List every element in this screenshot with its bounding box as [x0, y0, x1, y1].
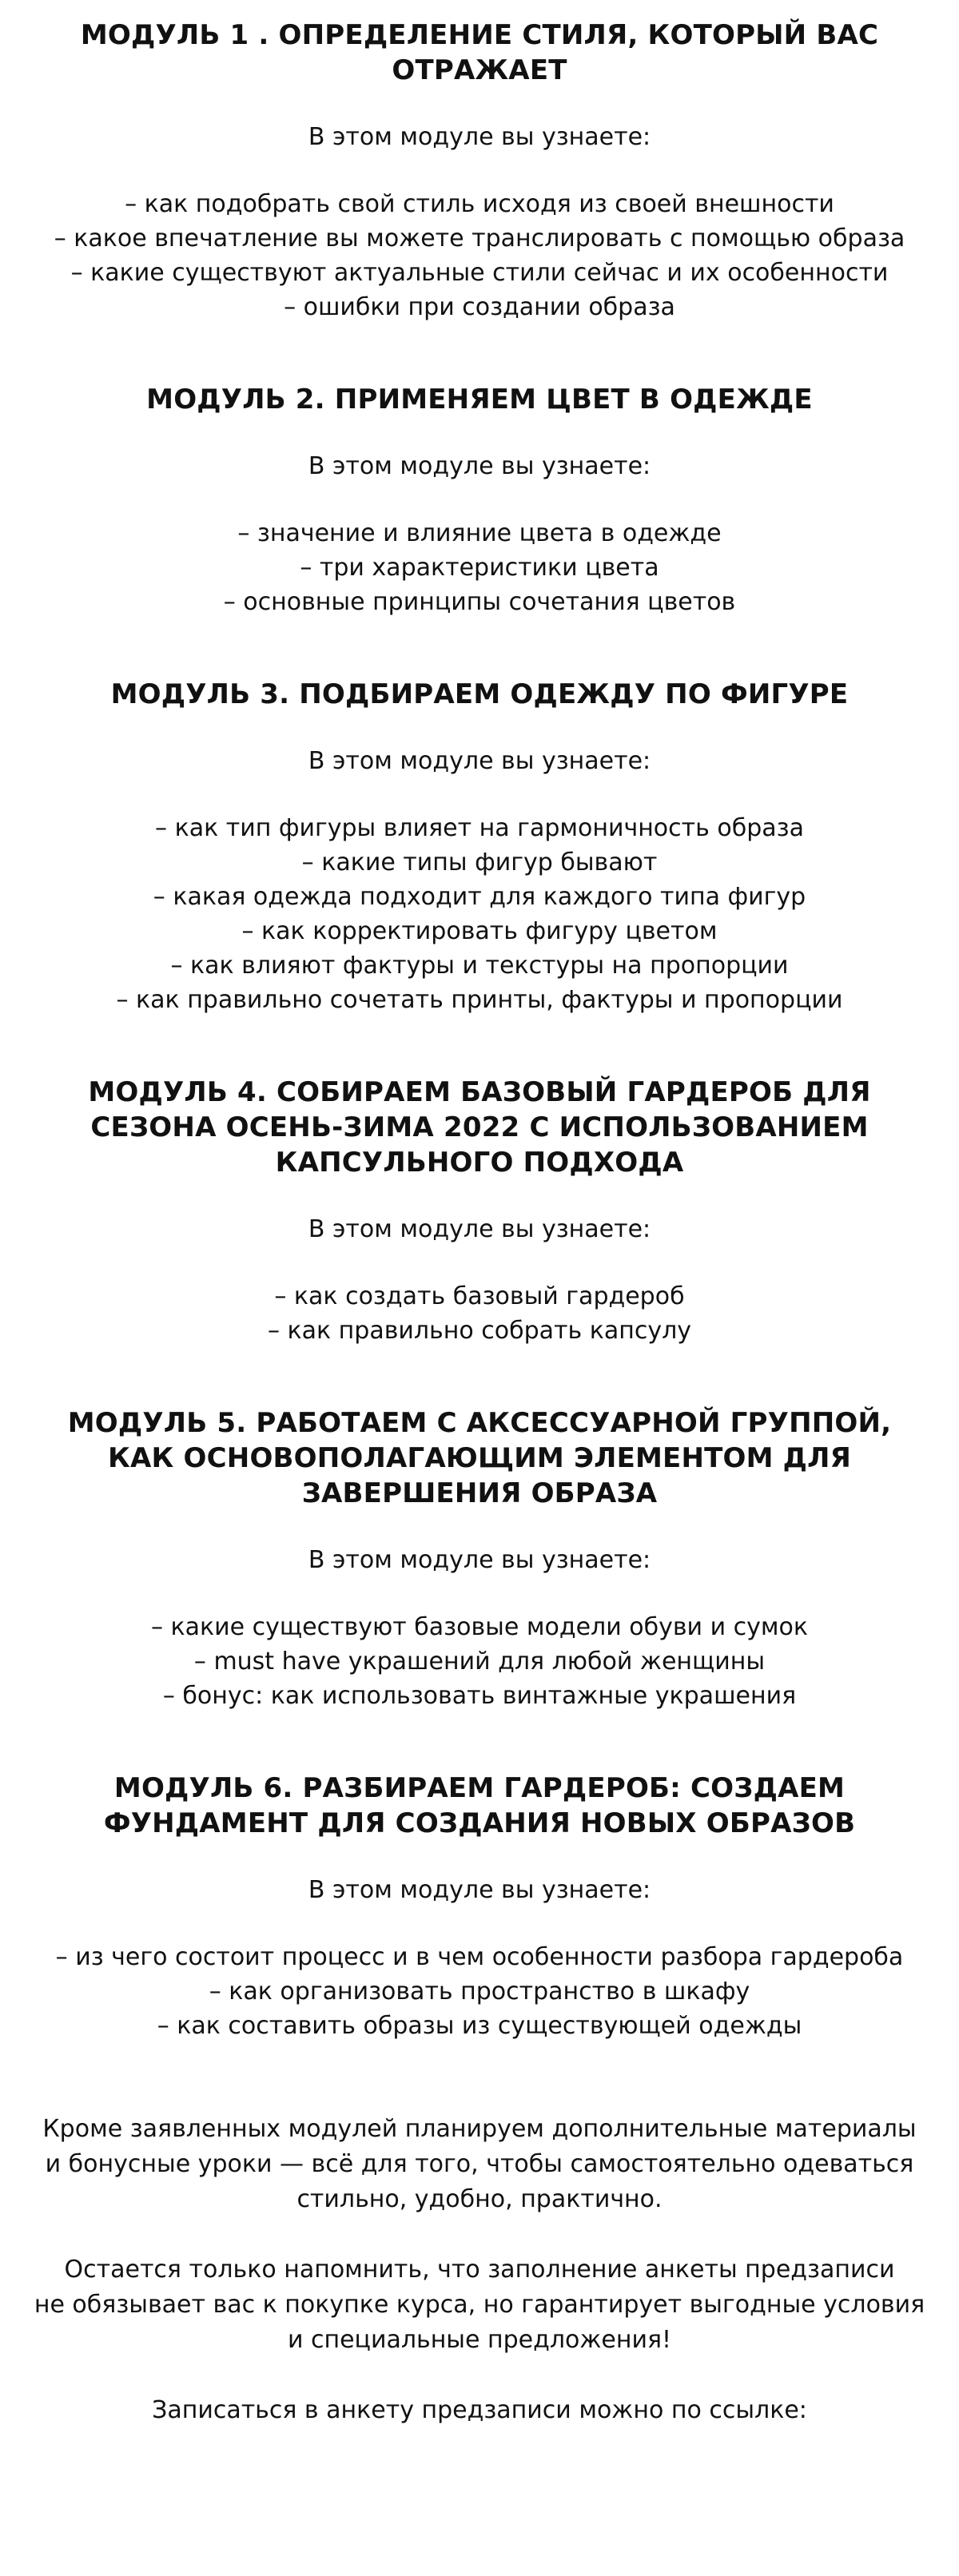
list-item: – как подобрать свой стиль исходя из своей внешности: [125, 190, 834, 218]
bonus-paragraph: [0, 2112, 959, 2217]
module-title: МОДУЛЬ 3. ПОДБИРАЕМ ОДЕЖДУ ПО ФИГУРЕ: [110, 678, 849, 710]
list-item: – какое впечатление вы можете транслировать с помощью образа: [54, 225, 905, 252]
list-item: – какие типы фигур бывают: [301, 849, 658, 877]
reminder-paragraph: [0, 2252, 959, 2358]
list-item: – как корректировать фигуру цветом: [241, 917, 718, 945]
spacer: [0, 324, 959, 382]
outro-section: [0, 2112, 959, 2428]
list-item: – как организовать пространство в шкафу: [209, 1978, 750, 2006]
list-item: – три характеристики цвета: [300, 554, 659, 582]
signup-paragraph: [0, 2393, 959, 2428]
reminder-line: и специальные предложения!: [287, 2326, 672, 2354]
list-item: – как тип фигуры влияет на гармоничность образа: [155, 814, 804, 842]
bonus-line: стильно, удобно, практично.: [296, 2185, 663, 2213]
list-item: – must have украшений для любой женщины: [193, 1648, 766, 1676]
module-title: МОДУЛЬ 5. РАБОТАЕМ С АКСЕССУАРНОЙ ГРУППОЙ, КАК ОСНОВОПОЛАГАЮЩИМ ЭЛЕМЕНТОМ ДЛЯ ЗАВЕРШЕНИЯ ОБРАЗА: [67, 1407, 892, 1509]
module-intro: В этом модуле вы узнаете:: [308, 1215, 651, 1243]
spacer: [0, 619, 959, 677]
module-2: [0, 382, 959, 619]
module-points: [0, 187, 959, 324]
list-item: – ошибки при создании образа: [284, 293, 675, 321]
bonus-line: и бонусные уроки — всё для того, чтобы самостоятельно одеваться: [45, 2150, 914, 2178]
module-1: [0, 18, 959, 324]
spacer: [0, 1348, 959, 1405]
bonus-line: Кроме заявленных модулей планируем дополнительные материалы: [42, 2115, 917, 2143]
module-points: [0, 811, 959, 1017]
module-intro: В этом модуле вы узнаете:: [308, 123, 651, 151]
module-points: [0, 1279, 959, 1348]
module-points: [0, 1940, 959, 2043]
list-item: – как правильно собрать капсулу: [267, 1317, 692, 1345]
list-item: – как влияют фактуры и текстуры на пропорции: [170, 952, 789, 980]
module-5: [0, 1405, 959, 1713]
module-6: [0, 1771, 959, 2043]
list-item: – значение и влияние цвета в одежде: [237, 519, 722, 547]
module-title: МОДУЛЬ 6. РАЗБИРАЕМ ГАРДЕРОБ: СОЗДАЕМ ФУНДАМЕНТ ДЛЯ СОЗДАНИЯ НОВЫХ ОБРАЗОВ: [103, 1772, 856, 1839]
list-item: – бонус: как использовать винтажные украшения: [162, 1682, 797, 1710]
module-4: [0, 1075, 959, 1348]
spacer: [0, 1713, 959, 1771]
list-item: – какие существуют базовые модели обуви и сумок: [151, 1613, 808, 1641]
module-intro: В этом модуле вы узнаете:: [308, 1876, 651, 1904]
module-points: [0, 516, 959, 619]
module-title: МОДУЛЬ 4. СОБИРАЕМ БАЗОВЫЙ ГАРДЕРОБ ДЛЯ СЕЗОНА ОСЕНЬ-ЗИМА 2022 С ИСПОЛЬЗОВАНИЕМ КАПСУЛЬНОГО ПОДХОДА: [88, 1076, 871, 1179]
module-points: [0, 1610, 959, 1713]
list-item: – как создать базовый гардероб: [274, 1282, 685, 1310]
list-item: – основные принципы сочетания цветов: [223, 588, 736, 616]
spacer: [0, 2043, 959, 2112]
module-title: МОДУЛЬ 2. ПРИМЕНЯЕМ ЦВЕТ В ОДЕЖДЕ: [146, 384, 813, 415]
module-intro: В этом модуле вы узнаете:: [308, 747, 651, 775]
module-intro: В этом модуле вы узнаете:: [308, 452, 651, 480]
list-item: – как правильно сочетать принты, фактуры и пропорции: [116, 986, 843, 1014]
module-intro: В этом модуле вы узнаете:: [308, 1546, 651, 1574]
list-item: – из чего состоит процесс и в чем особенности разбора гардероба: [55, 1943, 904, 1971]
reminder-line: Остается только напомнить, что заполнение анкеты предзаписи: [64, 2256, 895, 2284]
module-title: МОДУЛЬ 1 . ОПРЕДЕЛЕНИЕ СТИЛЯ, КОТОРЫЙ ВАС ОТРАЖАЕТ: [80, 19, 879, 86]
list-item: – как составить образы из существующей одежды: [157, 2012, 802, 2040]
reminder-line: не обязывает вас к покупке курса, но гарантирует выгодные условия: [34, 2291, 925, 2319]
spacer: [0, 1017, 959, 1075]
list-item: – какие существуют актуальные стили сейчас и их особенности: [70, 259, 889, 287]
list-item: – какая одежда подходит для каждого типа фигур: [153, 883, 806, 911]
module-3: [0, 677, 959, 1017]
signup-line: Записаться в анкету предзаписи можно по ссылке:: [152, 2396, 807, 2424]
